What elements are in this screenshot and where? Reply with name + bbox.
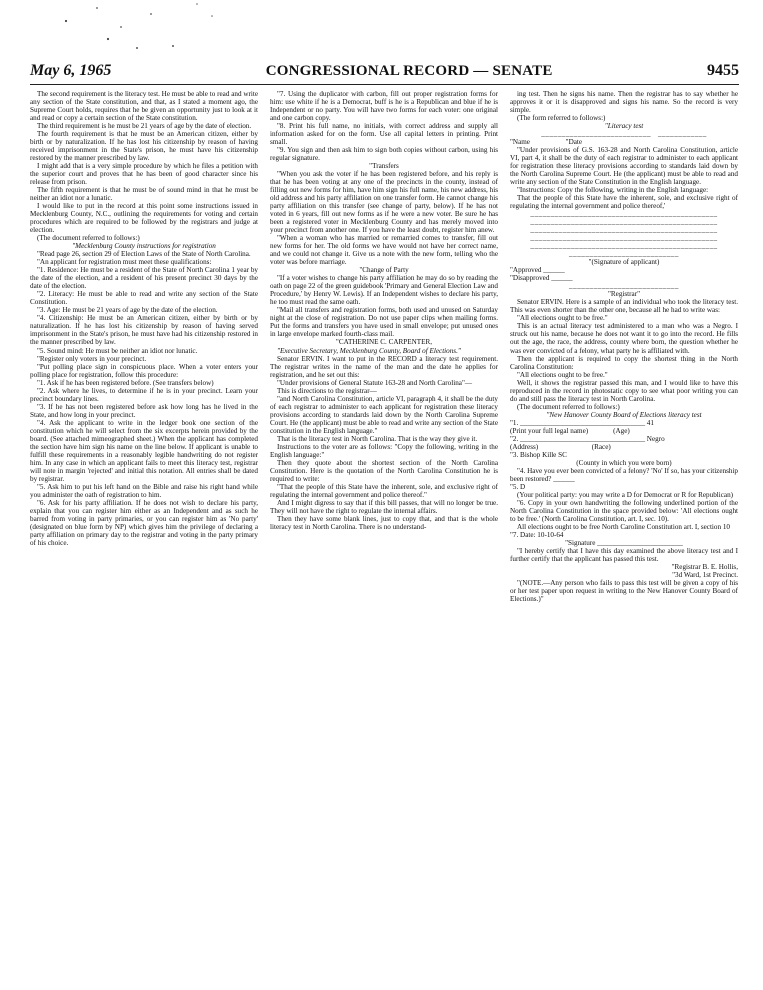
form-field-label: "(Signature of applicant): [588, 258, 660, 267]
signature-name: "Registrar B. E. Hollis,: [671, 562, 738, 571]
signature-name: "CATHERINE C. CARPENTER,: [335, 338, 433, 347]
paragraph: (The document referred to follows:): [37, 234, 140, 243]
paragraph: "7. Using the duplicator with carbon, fill out proper registration forms for him: use white if he is a Democrat, buff is he is a Republican and blue if he is Independent or no party. You will have two forms for each voter: one original and one carbon copy.: [270, 90, 498, 123]
form-line: (Print your full legal name) (Age): [510, 426, 630, 435]
paragraph: That is the literacy test in North Carolina. That is the way they give it.: [277, 434, 478, 443]
paragraph: (The document referred to follows:): [517, 402, 620, 411]
paragraph: The fifth requirement is that he must be of sound mind in that he must be neither an idiot nor a lunatic.: [30, 186, 258, 203]
form-line: "5. D: [510, 482, 526, 491]
paragraph: "Under provisions of G.S. 163-28 and North Carolina Constitution, article VI, part 4, it shall be the duty of each registrar to administer to each applicant for registration these literacy provisions according to standards laid down by the North Carolina Supreme Court. He (the applicant) must be able to read and write any section of the State Constitution in the English language.: [510, 146, 738, 187]
paragraph: Senator ERVIN. I want to put in the RECORD a literacy test requirement. The registrar writes in the name of the man and the date he applies for registration, and he set out this:: [270, 354, 498, 379]
paragraph: "When a woman who has married or remarried comes to transfer, fill out new forms for her. The old forms we have would not have her correct name, and we could not change it. Give us a note with the new form, telling who the voter was before marriage.: [270, 234, 498, 267]
paragraph: All elections ought to be free North Caroline Constitution art. I, section 10: [517, 522, 730, 531]
issue-date: May 6, 1965: [30, 62, 112, 79]
column-left: [30, 90, 258, 986]
paragraph: And I might digress to say that if this bill passes, that will no longer be true. They will not have the right to regulate the internal affairs.: [270, 498, 498, 515]
form-line: "7. Date: 10-10-64: [510, 530, 564, 539]
form-line: (County in which you were born): [576, 458, 672, 467]
paragraph: I would like to put in the record at this point some instructions issued in Mecklenburg County, N.C., outlining the requirements for voting and certain procedures which are required to be followed by the registrars and judge at election.: [30, 202, 258, 235]
paragraph: "All elections ought to be free.": [517, 370, 608, 379]
paragraph: I might add that is a very simple procedure by which he files a petition with the superior court and proves that he has been of good character since his release from prison.: [30, 162, 258, 187]
paragraph: "2. Ask where he lives, to determine if he is in your precinct. Learn your precinct boundary lines.: [30, 386, 258, 403]
column-right: [510, 90, 738, 986]
page-header: [30, 62, 739, 84]
paragraph: The third requirement is he must be 21 years of age by the date of election.: [37, 122, 252, 131]
form-blank-line: ___________________________: [569, 250, 679, 259]
paragraph: "An applicant for registration must meet these qualifications:: [37, 258, 212, 267]
signature-title: "Executive Secretary, Mecklenburg County, Board of Elections.": [277, 346, 461, 355]
paragraph: "6. Copy in your own handwriting the following underlined portion of the North Carolina Constitution in the space provided below: 'All elections ought to be free.' (North Carolina Constitution, art. I, sec. 10).: [510, 498, 738, 523]
paragraph: "5. Ask him to put his left hand on the Bible and raise his right hand while you administer the oath of registration to him.: [30, 482, 258, 499]
paragraph: "6. Ask for his party affiliation. If he does not wish to declare his party, explain that you can register him either as an Independent and as such he barred from voting in party primaries, or you can register him as 'No party' (designated on blue form by NP) which gives him the privilege of declaring a party affiliation on primary day to the registrar and voting in the party primary of his choice.: [30, 498, 258, 547]
paragraph: "When you ask the voter if he has been registered before, and his reply is that he has been voting at any one of the precincts in the county, instead of filling out new forms for him, have him sign his full name, his new address, his old address and his party affiliation on one transfer form. He cannot change his party affiliation on this transfer (see change of party, below). If he has not voted in 6 years, fill out new forms as if he were a new voter. Be sure he has been a registered voter in Mecklenburg County and has merely moved into your precinct from another one. If you have the least doubt, register him anew.: [270, 170, 498, 235]
form-line: (Address) (Race): [510, 442, 611, 451]
paragraph: "8. Print his full name, no initials, with correct address and supply all information asked for on the form. Use all capital letters in printing. Print small.: [270, 122, 498, 147]
form-line: "2. ___________________________________ Negro: [510, 434, 665, 443]
signature-title: "3d Ward, 1st Precinct.: [672, 570, 738, 579]
form-blank-line: ______________________________________________: [530, 242, 718, 251]
paragraph: "4. Have you ever been convicted of a felony? 'No' If so, has your citizenship been restored? ______: [510, 466, 738, 483]
paragraph: This is directions to the registrar—: [277, 386, 377, 395]
form-blank-line: ______________________________________________: [530, 218, 718, 227]
column-middle: [270, 90, 498, 986]
form-title: "New Hanover County Board of Elections literacy test: [546, 410, 702, 419]
form-field-label: "Registrar": [607, 290, 640, 299]
form-blank-line: ___________________________ ____________: [541, 130, 707, 139]
paragraph: "Mail all transfers and registration forms, both used and unused on Saturday night at the close of registration. Do not use paper clips when mailing forms. Put the forms and transfers you have used in small envelope; put unused ones in large envelope marked fourth-class mail.: [270, 306, 498, 339]
paragraph: "2. Literacy: He must be able to read and write any section of the State Constitution.: [30, 290, 258, 307]
paragraph: "If a voter wishes to change his party affiliation he may do so by reading the oath on page 22 of the green guidebook 'Primary and General Election Law and Procedure,' by Henry W. Lewis). If an Independent wishes to declare his party, he too must read the same oath.: [270, 274, 498, 307]
form-field-label: "Approved ______: [510, 266, 565, 275]
paragraph: (The form referred to follows:): [517, 114, 606, 123]
paragraph: "I hereby certify that I have this day examined the above literacy test and I further certify that the applicant has passed this test.: [510, 546, 738, 563]
paragraph: Instructions to the voter are as follows: "Copy the following, writing in the English language:": [270, 442, 498, 459]
paragraph: Senator ERVIN. Here is a sample of an individual who took the literacy test. This was even shorter than the other one, because all he had to write was:: [510, 298, 738, 315]
form-blank-line: ______________________________________________: [530, 210, 718, 219]
scan-specks: [0, 0, 763, 60]
paragraph: "and North Carolina Constitution, article VI, paragraph 4, it shall be the duty of each registrar to administer to each applicant for registration these literacy provisions according to standards laid down by the North Carolina Supreme Court. He (the applicant) must be able to read and write any section of the State constitution in the English language.": [270, 394, 498, 435]
form-blank-line: ______________________________________________: [530, 234, 718, 243]
paragraph: "1. Residence: He must be a resident of the State of North Carolina 1 year by the date of the election, and a resident of his present precinct 30 days by the date of the election.: [30, 266, 258, 291]
form-line: "Signature ________________________: [565, 538, 683, 547]
section-heading: "Change of Party: [359, 266, 409, 275]
paragraph: "3. Age: He must be 21 years of age by the date of the election.: [37, 306, 218, 315]
paragraph: Then the applicant is required to copy the shortest thing in the North Carolina Constitution:: [510, 354, 738, 371]
paragraph: "1. Ask if he has been registered before. (See transfers below): [37, 378, 214, 387]
text-columns: [30, 90, 740, 986]
form-title: "Literacy test: [604, 122, 644, 131]
form-line: "3. Bishop Kille SC: [510, 450, 567, 459]
paragraph: Then they quote about the shortest section of the North Carolina Constitution. Here is the quotation of the North Carolina Constitution he is required to write:: [270, 458, 498, 483]
paragraph: "Instructions: Copy the following, writing in the English language:: [517, 186, 709, 195]
form-blank-line: ___________________________: [569, 282, 679, 291]
paragraph: "9. You sign and then ask him to sign both copies without carbon, using his regular signature.: [270, 146, 498, 163]
paragraph: That the people of this State have the inherent, sole, and exclusive right of regulating the internal government and police thereof,': [510, 194, 738, 211]
paragraph: The second requirement is the literacy test. He must be able to read and write any section of the State constitution, and that, as I stated a moment ago, the Supreme Court holds, requires that he be given an opportunity just to look at it and read or copy a certain section of the State constitution.: [30, 90, 258, 123]
paragraph: "5. Sound mind: He must be neither an idiot nor lunatic.: [37, 346, 198, 355]
paragraph: "Put polling place sign in conspicuous place. When a voter enters your polling place for registration, follow this procedure:: [30, 362, 258, 379]
page-number: 9455: [706, 62, 739, 79]
paragraph: "4. Citizenship: He must be an American citizen, either by birth or by naturalization. If he has lost his citizenship by reason of having served imprisonment in the State's prison, he must have had his citizenship restored in the manner prescribed by law.: [30, 314, 258, 347]
section-heading: "Transfers: [369, 162, 399, 171]
form-field-label: "Disapproved ______: [510, 274, 573, 283]
paragraph: "3. If he has not been registered before ask how long has he lived in the State, and how long in your precinct.: [30, 402, 258, 419]
header-rule: [30, 84, 739, 85]
paragraph: "(NOTE.—Any person who fails to pass this test will be given a copy of his or her test paper upon request in writing to the New Hanover County Board of Elections.)": [510, 578, 738, 603]
paragraph: The fourth requirement is that he must be an American citizen, either by birth or by naturalization. If he has lost his citizenship by reason of having received imprisonment in the State's prison, he must have his citizenship restored by the manner prescribed by law.: [30, 130, 258, 163]
publication-title: CONGRESSIONAL RECORD — SENATE: [265, 63, 553, 79]
paragraph: Then they have some blank lines, just to copy that, and that is the whole literacy test in North Carolina. There is no understand-: [270, 514, 498, 531]
paragraph: ing test. Then he signs his name. Then the registrar has to say whether he approves it or it is disapproved and signs his name. So the record is very simple.: [510, 90, 738, 115]
form-blank-line: ______________________________________________: [530, 226, 718, 235]
paragraph: "That the people of this State have the inherent, sole, and exclusive right of regulating the internal government and police thereof.": [270, 482, 498, 499]
paragraph: This is an actual literacy test administered to a man who was a Negro. I struck out his name, because he does not want it to go into the record. He fills out the age, the race, the address, county where born, the question whether he was ever convicted of a felony, what party he is affiliated with.: [510, 322, 738, 355]
paragraph: "Read page 26, section 29 of Election Laws of the State of North Carolina.: [37, 250, 251, 259]
paragraph: (Your political party: you may write a D for Democrat or R for Republican): [517, 490, 734, 499]
paragraph: "Register only voters in your precinct.: [37, 354, 147, 363]
paragraph: "4. Ask the applicant to write in the ledger book one section of the constitution which he will select from the six excerpts herein provided by the board. (See attached mimeographed sheet.) When the applicant has completed the section have him sign his name on the line below. If applicant is unable to fulfill these requirements in a reasonably legible handwriting do not register him. In any case in which an applicant fails to meet this literacy test, registrar will note in margin 'rejected' and initial this notation. All entries shall be dated by registrar.: [30, 418, 258, 483]
paragraph: "All elections ought to be free.": [517, 314, 608, 323]
form-field-labels: "Name "Date: [510, 138, 583, 147]
paragraph: "Under provisions of General Statute 163-28 and North Carolina"—: [277, 378, 473, 387]
paragraph: Well, it shows the registrar passed this man, and I would like to have this reproduced in the record in photostatic copy to see what poor writing you can do and still pass the literacy test in North Carolina.: [510, 378, 738, 403]
section-heading: "Mecklenburg County instructions for registration: [72, 242, 216, 251]
form-line: "1. ___________________________________ 41: [510, 418, 654, 427]
